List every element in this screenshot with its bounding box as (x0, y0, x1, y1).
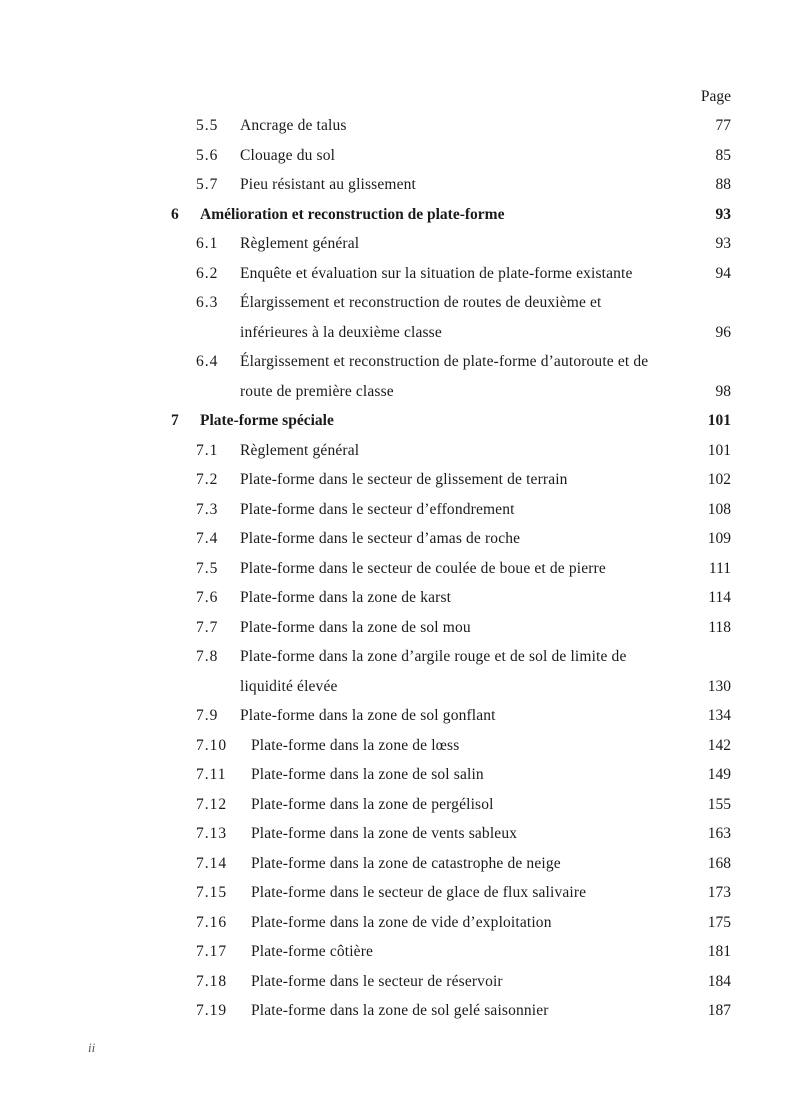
page-number: 163 (707, 825, 731, 842)
toc-section-entry (0, 613, 790, 643)
section-title: Clouage du sol (240, 146, 336, 164)
page-number: 98 (715, 382, 731, 400)
section-number: 7.13 (196, 825, 228, 842)
section-number: 7.5 (196, 559, 219, 577)
toc-section-entry (0, 642, 790, 672)
section-number: 7.16 (196, 913, 228, 931)
section-number: 7.4 (196, 530, 219, 547)
toc-section-entry (0, 229, 790, 259)
section-number: 6.3 (196, 294, 219, 311)
section-title: Élargissement et reconstruction de routes de deuxième et (240, 294, 602, 311)
page-number: 111 (708, 559, 731, 577)
section-number: 7.1 (196, 441, 219, 459)
section-number: 7.2 (196, 471, 219, 488)
page-number: 101 (707, 441, 731, 459)
page-number: 134 (707, 707, 731, 724)
page-number: 108 (707, 500, 731, 518)
toc-section-entry (0, 288, 790, 318)
toc-section-entry (0, 790, 790, 820)
section-number: 7.7 (196, 618, 219, 636)
toc-section-entry (0, 170, 790, 200)
section-title: Plate-forme dans le secteur de réservoir (251, 972, 503, 990)
section-title: liquidité élevée (240, 677, 338, 695)
section-number: 5.6 (196, 146, 219, 164)
page-number: 181 (707, 943, 731, 960)
toc-section-entry (0, 465, 790, 495)
section-title: Plate-forme dans la zone de vents sableux (251, 825, 518, 842)
section-title: Plate-forme côtière (251, 943, 374, 960)
toc-section-entry (0, 937, 790, 967)
section-title: Plate-forme dans le secteur d’amas de roche (240, 530, 521, 547)
section-title: Plate-forme dans le secteur de glissement de terrain (240, 471, 568, 488)
toc-section-entry (0, 141, 790, 171)
page-number: 109 (707, 530, 731, 547)
section-title: Plate-forme dans le secteur de coulée de boue et de pierre (240, 559, 606, 577)
page-number: 118 (708, 618, 731, 636)
toc-section-entry (0, 318, 790, 348)
section-title: Enquête et évaluation sur la situation de plate-forme existante (240, 264, 633, 282)
page-number: 142 (707, 736, 731, 754)
section-number: 7.3 (196, 500, 219, 518)
section-title: Plate-forme spéciale (200, 412, 334, 429)
page-number: 96 (715, 323, 731, 341)
section-number: 7.17 (196, 943, 228, 960)
section-number: 7.11 (196, 766, 227, 783)
page-number: 155 (707, 795, 731, 813)
page-number: 149 (707, 766, 731, 783)
section-title: Élargissement et reconstruction de plate-forme d’autoroute et de (240, 353, 649, 370)
page-number: 77 (715, 117, 731, 134)
section-number: 7.15 (196, 884, 228, 901)
section-number: 7.6 (196, 589, 219, 606)
section-title: Plate-forme dans la zone de sol gonflant (240, 707, 496, 724)
section-number: 6.4 (196, 353, 219, 370)
section-title: Plate-forme dans la zone de lœss (251, 736, 460, 754)
section-title: Plate-forme dans la zone de sol salin (251, 766, 484, 783)
page-number: 102 (707, 471, 731, 488)
page-number: 114 (708, 589, 731, 606)
section-title: Plate-forme dans la zone d’argile rouge et de sol de limite de (240, 648, 627, 665)
section-title: inférieures à la deuxième classe (240, 323, 442, 341)
section-title: Règlement général (240, 441, 360, 459)
section-title: Pieu résistant au glissement (240, 176, 416, 193)
toc-section-entry (0, 996, 790, 1026)
section-number: 7.19 (196, 1002, 228, 1019)
toc-section-entry (0, 111, 790, 141)
section-title: Plate-forme dans la zone de karst (240, 589, 452, 606)
page-number: 93 (715, 235, 731, 252)
toc-section-entry (0, 377, 790, 407)
toc-section-entry (0, 259, 790, 289)
section-number: 7 (171, 412, 180, 429)
section-title: Plate-forme dans le secteur d’effondrement (240, 500, 515, 518)
section-number: 7.14 (196, 854, 228, 872)
toc-section-entry (0, 347, 790, 377)
page-number: 94 (715, 264, 731, 282)
section-number: 7.12 (196, 795, 228, 813)
section-number: 6.2 (196, 264, 219, 282)
toc-section-entry (0, 554, 790, 584)
toc-section-entry (0, 878, 790, 908)
page-number: 101 (707, 412, 731, 429)
page-number: 168 (707, 854, 731, 872)
page-number: 187 (707, 1002, 731, 1019)
toc-section-entry (0, 967, 790, 997)
page-number: 88 (715, 176, 731, 193)
toc-section-entry (0, 731, 790, 761)
section-number: 7.9 (196, 707, 219, 724)
page-number: 85 (715, 146, 731, 164)
section-title: Ancrage de talus (240, 117, 347, 134)
section-number: 7.18 (196, 972, 228, 990)
section-title: Plate-forme dans la zone de sol gelé saisonnier (251, 1002, 549, 1019)
toc-section-entry (0, 583, 790, 613)
section-number: 7.10 (196, 736, 228, 754)
section-title: Plate-forme dans la zone de vide d’exploitation (251, 913, 552, 931)
toc-section-entry (0, 524, 790, 554)
toc-section-entry (0, 701, 790, 731)
toc-section-entry (0, 672, 790, 702)
section-title: Plate-forme dans la zone de pergélisol (251, 795, 494, 813)
toc-chapter-entry (0, 406, 790, 436)
toc-section-entry (0, 819, 790, 849)
toc-section-entry (0, 760, 790, 790)
section-title: Règlement général (240, 235, 360, 252)
page-number: 175 (707, 913, 731, 931)
toc-section-entry (0, 908, 790, 938)
section-title: Amélioration et reconstruction de plate-forme (200, 205, 505, 223)
toc-section-entry (0, 436, 790, 466)
table-of-contents (0, 111, 790, 1026)
section-number: 6.1 (196, 235, 219, 252)
page-number: 173 (707, 884, 731, 901)
section-number: 7.8 (196, 648, 219, 665)
toc-chapter-entry (0, 200, 790, 230)
section-title: Plate-forme dans la zone de catastrophe de neige (251, 854, 561, 872)
section-title: Plate-forme dans la zone de sol mou (240, 618, 471, 636)
page-folio: ii (88, 1040, 96, 1055)
section-title: Plate-forme dans le secteur de glace de flux salivaire (251, 884, 587, 901)
section-number: 5.5 (196, 117, 219, 134)
page-number: 130 (707, 677, 731, 695)
toc-section-entry (0, 495, 790, 525)
section-number: 5.7 (196, 176, 219, 193)
section-number: 6 (171, 205, 180, 223)
page-number: 184 (707, 972, 731, 990)
page-column-header: Page (700, 88, 731, 105)
toc-section-entry (0, 849, 790, 879)
page-number: 93 (715, 205, 731, 223)
section-title: route de première classe (240, 382, 394, 400)
